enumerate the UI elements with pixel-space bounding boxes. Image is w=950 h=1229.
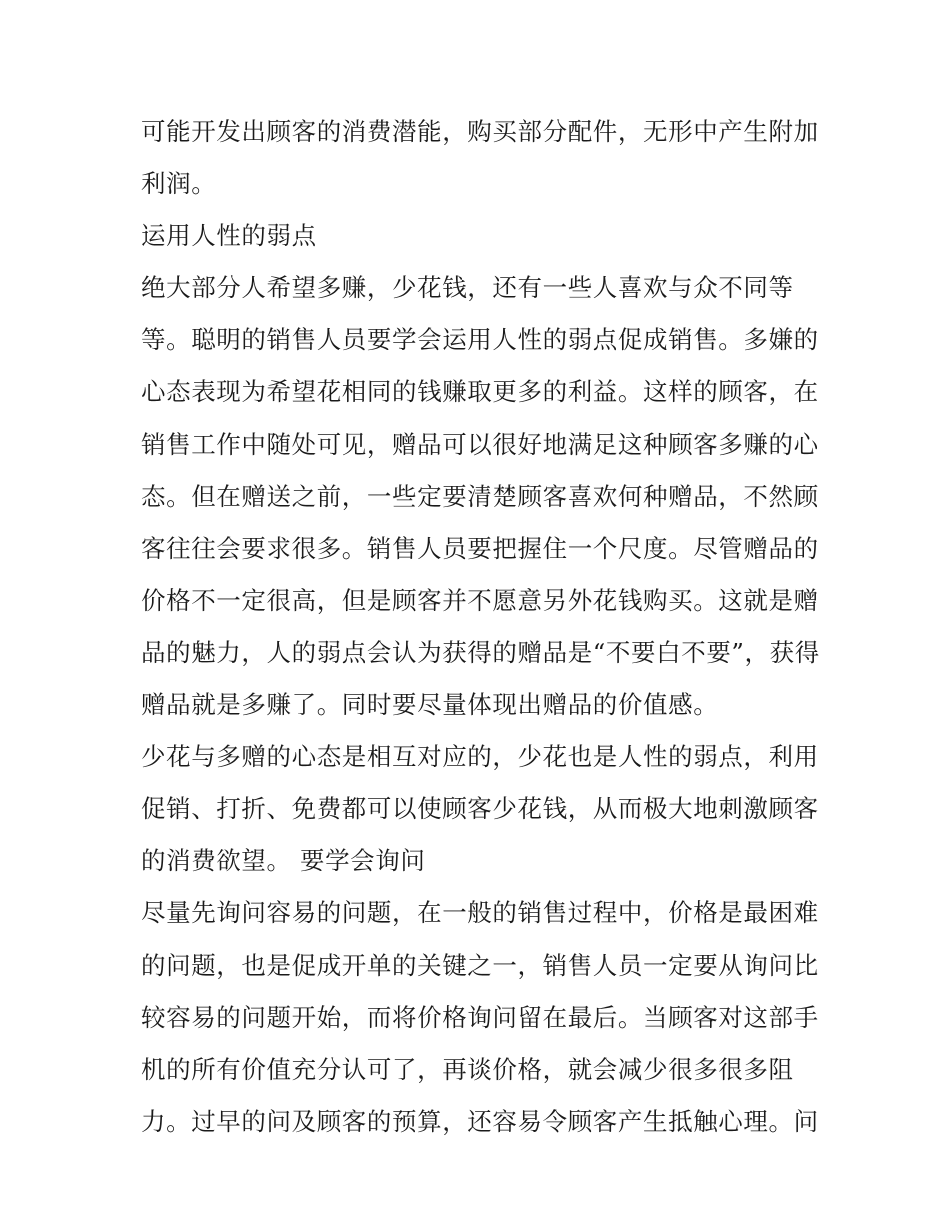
text-line: 品的魅力，人的弱点会认为获得的赠品是“不要白不要”，获得: [141, 637, 820, 667]
body-text: [141, 106, 821, 1148]
section-heading: 运用人性的弱点: [141, 221, 317, 251]
text-line: 较容易的问题开始，而将价格询问留在最后。当顾客对这部手: [141, 1002, 819, 1032]
text-line: 机的所有价值充分认可了，再谈价格，就会减少很多很多阻: [141, 1054, 794, 1084]
text-line: 可能开发出顾客的消费潜能，购买部分配件，无形中产生附加: [141, 117, 819, 146]
text-line: 等。聪明的销售人员要学会运用人性的弱点促成销售。多嫌的: [141, 325, 819, 355]
text-line: 的消费欲望。 要学会询问: [141, 846, 426, 876]
text-line: 促销、打折、免费都可以使顾客少花钱，从而极大地刺激顾客: [141, 794, 819, 824]
text-line: 赠品就是多赚了。同时要尽量体现出赠品的价值感。: [141, 690, 719, 720]
text-line: 绝大部分人希望多赚，少花钱，还有一些人喜欢与众不同等: [141, 273, 794, 303]
text-line: 少花与多赠的心态是相互对应的，少花也是人性的弱点，利用: [141, 742, 819, 772]
text-line: 尽量先询问容易的问题，在一般的销售过程中，价格是最困难: [141, 898, 819, 928]
text-line: 的问题，也是促成开单的关键之一，销售人员一定要从询问比: [141, 950, 819, 980]
text-line: 利润。: [141, 169, 217, 199]
text-line: 价格不一定很高，但是顾客并不愿意另外花钱购买。这就是赠: [141, 585, 819, 615]
text-line: 客往往会要求很多。销售人员要把握住一个尺度。尽管赠品的: [141, 533, 819, 563]
text-line: 力。过早的问及顾客的预算，还容易令顾客产生抵触心理。问: [141, 1106, 819, 1136]
text-line: 态。但在赠送之前，一些定要清楚顾客喜欢何种赠品，不然顾: [141, 481, 819, 511]
text-line: 销售工作中随处可见，赠品可以很好地满足这种顾客多赚的心: [141, 429, 819, 459]
text-line: 心态表现为希望花相同的钱赚取更多的利益。这样的顾客，在: [141, 377, 819, 407]
